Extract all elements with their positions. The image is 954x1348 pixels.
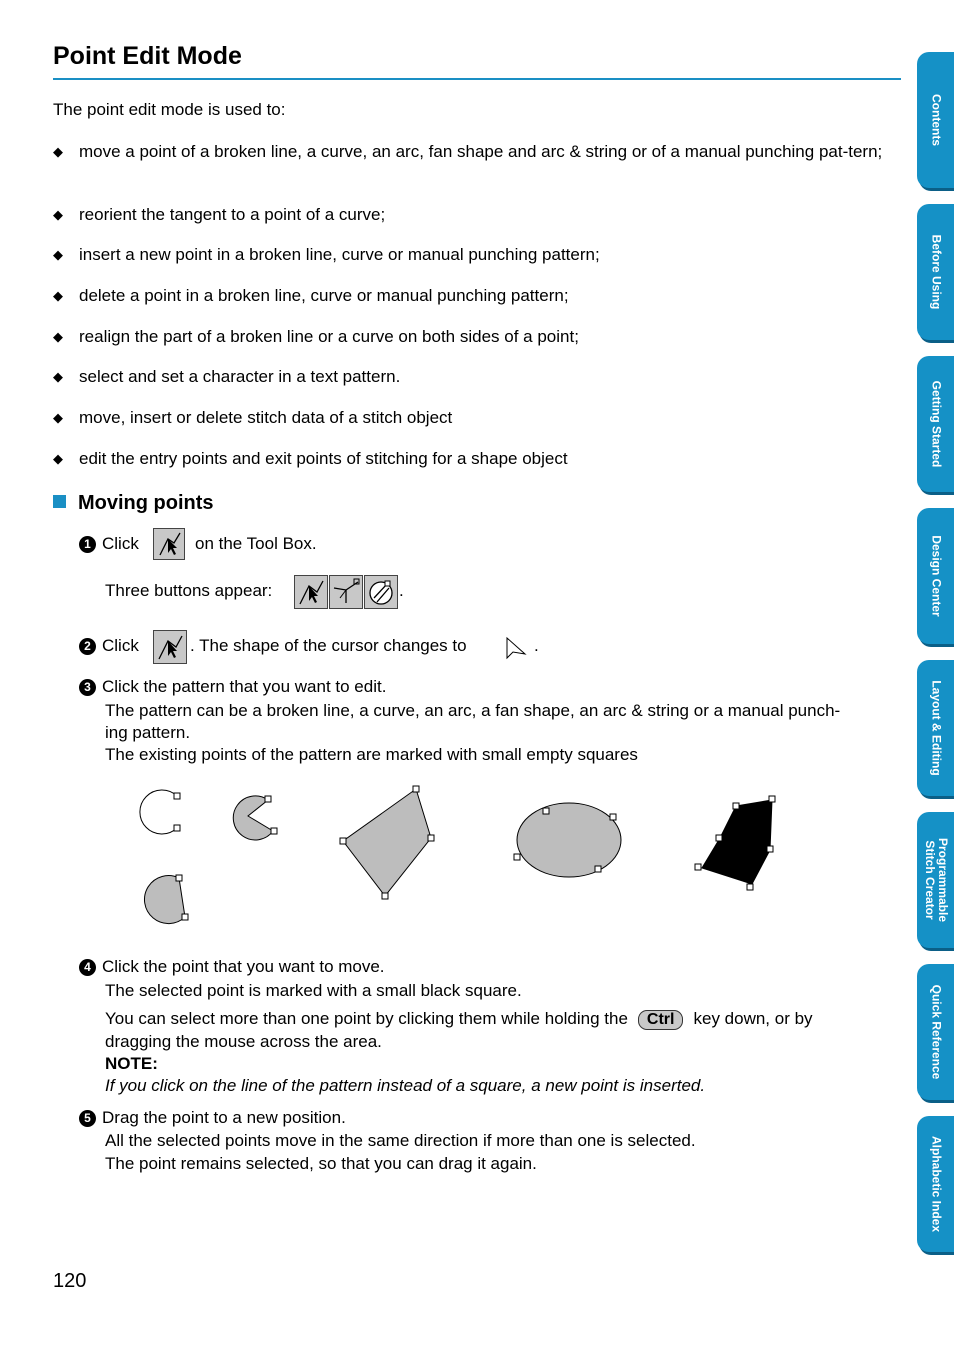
tab-design-center[interactable]: Design Center: [917, 508, 954, 644]
step-number: 2: [79, 638, 96, 655]
step-5-line: All the selected points move in the same direction if more than one is selected.: [105, 1131, 696, 1150]
tab-alphabetic-index[interactable]: Alphabetic Index: [917, 1116, 954, 1252]
period-text: .: [534, 636, 539, 655]
step-3-line: ing pattern.: [105, 723, 191, 742]
stitch-edit-button-icon[interactable]: [364, 575, 398, 609]
point-marker: [747, 884, 753, 890]
point-marker: [340, 838, 346, 844]
point-marker: [265, 796, 271, 802]
bullet-item: ◆ realign the part of a broken line or a curve on both sides of a point;: [53, 327, 579, 346]
note-text: If you click on the line of the pattern instead of a square, a new point is inserted.: [105, 1076, 706, 1095]
step-number: 5: [79, 1110, 96, 1127]
step-1: 1 Click: [79, 533, 139, 555]
arc-shape: [140, 790, 177, 834]
page-title: Point Edit Mode: [53, 42, 242, 70]
bullet-item: ◆ edit the entry points and exit points of stitching for a shape object: [53, 449, 568, 468]
step-2-text: . The shape of the cursor changes to: [190, 636, 467, 655]
bullet-item: ◆ reorient the tangent to a point of a curve;: [53, 205, 386, 224]
tab-programmable-stitch-creator[interactable]: Programmable Stitch Creator: [917, 812, 954, 948]
note-label: NOTE:: [105, 1054, 158, 1073]
point-marker: [176, 875, 182, 881]
point-edit-tool-icon[interactable]: [153, 528, 185, 560]
intro-text: The point edit mode is used to:: [53, 100, 286, 119]
diamond-icon: ◆: [53, 207, 63, 222]
arrow-cursor-icon: [505, 636, 527, 660]
tab-quick-reference[interactable]: Quick Reference: [917, 964, 954, 1100]
tangent-button-icon[interactable]: [329, 575, 363, 609]
point-marker: [382, 893, 388, 899]
point-marker: [428, 835, 434, 841]
page-number: 120: [53, 1270, 87, 1292]
section-heading: Moving points: [53, 492, 214, 515]
step-4-line: The selected point is marked with a small black square.: [105, 981, 522, 1000]
step-number: 4: [79, 959, 96, 976]
bullet-item: ◆ move a point of a broken line, a curve, an arc, fan shape and arc & string or of a manual punching pat-tern;: [53, 142, 883, 161]
point-marker: [271, 828, 277, 834]
step-1-text: on the Tool Box.: [195, 534, 317, 553]
diamond-icon: ◆: [53, 247, 63, 262]
point-select-tool-icon[interactable]: [153, 630, 187, 664]
tab-getting-started[interactable]: Getting Started: [917, 356, 954, 492]
point-marker: [767, 846, 773, 852]
point-marker: [769, 796, 775, 802]
point-marker: [182, 914, 188, 920]
curve-shape: [517, 803, 621, 877]
point-marker: [595, 866, 601, 872]
point-marker: [514, 854, 520, 860]
point-marker: [174, 825, 180, 831]
tab-layout-editing[interactable]: Layout & Editing: [917, 660, 954, 796]
pattern-shapes-illustration: [130, 780, 790, 940]
bullet-item: ◆ insert a new point in a broken line, curve or manual punching pattern;: [53, 245, 600, 264]
point-select-button-icon[interactable]: [294, 575, 328, 609]
point-marker: [610, 814, 616, 820]
point-marker: [716, 835, 722, 841]
diamond-icon: ◆: [53, 451, 63, 466]
three-buttons-text: Three buttons appear:: [105, 581, 273, 600]
point-marker: [733, 803, 739, 809]
title-rule: [53, 78, 901, 80]
diamond-icon: ◆: [53, 288, 63, 303]
square-bullet-icon: [53, 495, 66, 508]
period-text: .: [399, 581, 404, 600]
step-5-line: The point remains selected, so that you can drag it again.: [105, 1154, 537, 1173]
point-marker: [413, 786, 419, 792]
step-4-line: dragging the mouse across the area.: [105, 1032, 382, 1051]
step-4: 4 Click the point that you want to move.: [79, 956, 385, 978]
step-3-line: The pattern can be a broken line, a curve, an arc, a fan shape, an arc & string or a manual punch-: [105, 701, 841, 720]
point-marker: [174, 793, 180, 799]
diamond-icon: ◆: [53, 144, 63, 159]
tab-before-using[interactable]: Before Using: [917, 204, 954, 340]
broken-line-shape: [343, 789, 431, 896]
diamond-icon: ◆: [53, 369, 63, 384]
point-marker: [543, 808, 549, 814]
step-4-line: You can select more than one point by clicking them while holding the Ctrl key down, or by: [105, 1009, 813, 1028]
step-2: 2 Click: [79, 635, 139, 657]
ctrl-key: Ctrl: [638, 1010, 684, 1030]
bullet-item: ◆ delete a point in a broken line, curve or manual punching pattern;: [53, 286, 569, 305]
step-3-line: The existing points of the pattern are marked with small empty squares: [105, 745, 638, 764]
diamond-icon: ◆: [53, 329, 63, 344]
bullet-item: ◆ move, insert or delete stitch data of a stitch object: [53, 408, 453, 427]
diamond-icon: ◆: [53, 410, 63, 425]
arc-string-shape: [144, 876, 185, 924]
step-number: 3: [79, 679, 96, 696]
point-marker: [695, 864, 701, 870]
tab-contents[interactable]: Contents: [917, 52, 954, 188]
step-3: 3 Click the pattern that you want to edit.: [79, 676, 386, 698]
step-number: 1: [79, 536, 96, 553]
step-5: 5 Drag the point to a new position.: [79, 1107, 346, 1129]
manual-punching-shape: [702, 800, 772, 884]
fan-shape: [233, 796, 273, 840]
bullet-item: ◆ select and set a character in a text pattern.: [53, 367, 401, 386]
